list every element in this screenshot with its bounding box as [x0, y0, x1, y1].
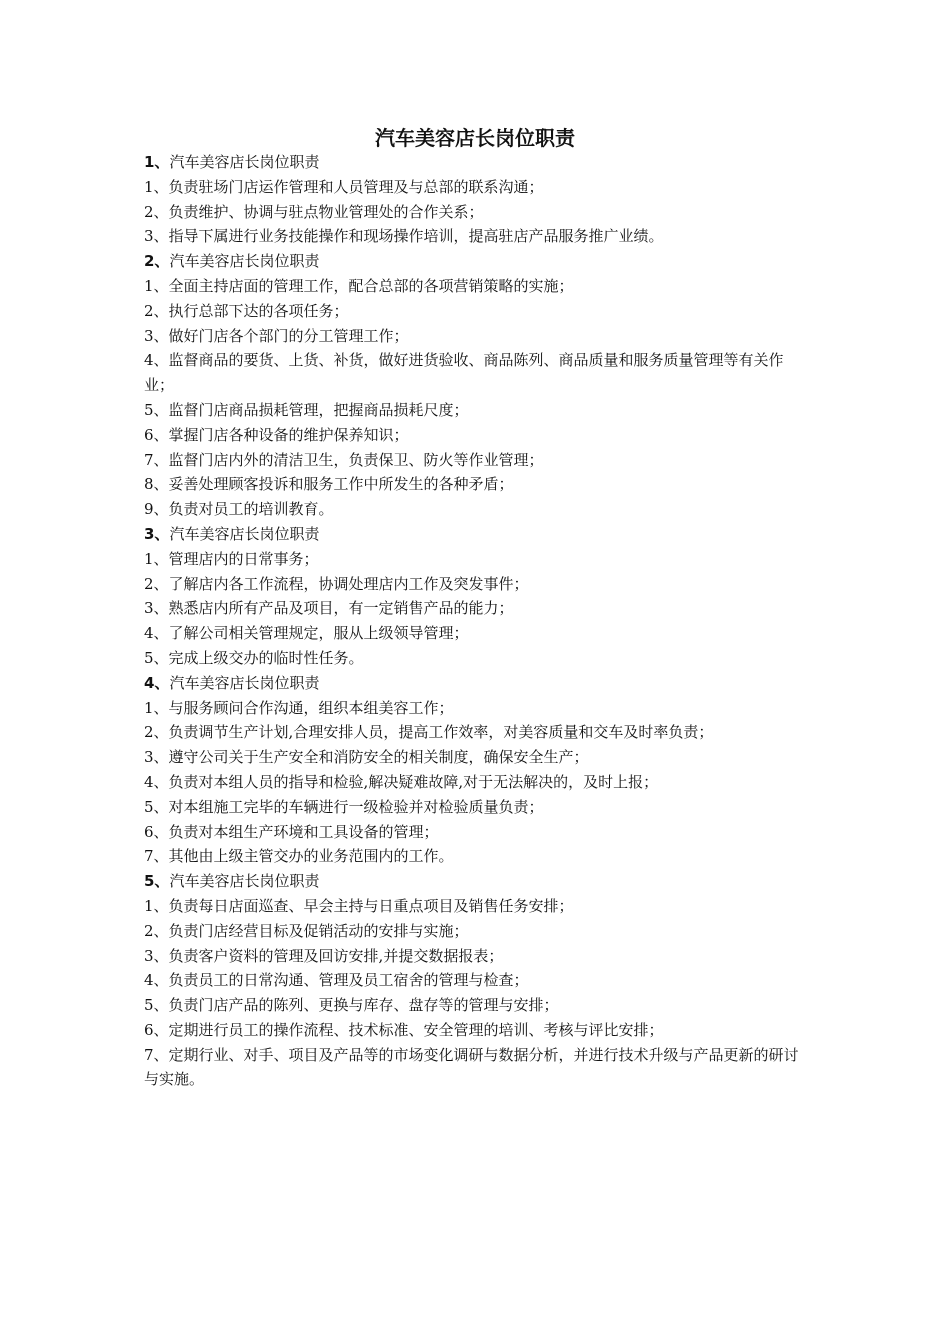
list-item: 6、掌握门店各种设备的维护保养知识； [144, 425, 409, 444]
section-heading [144, 249, 808, 274]
list-item: 1、负责每日店面巡查、早会主持与日重点项目及销售任务安排； [144, 896, 574, 915]
list-item: 2、执行总部下达的各项任务； [144, 301, 349, 320]
section-heading-text: 汽车美容店长岗位职责 [169, 872, 320, 891]
list-item: 3、负责客户资料的管理及回访安排,并提交数据报表； [144, 946, 504, 965]
list-item: 4、负责对本组人员的指导和检验,解决疑难故障,对于无法解决的，及时上报； [144, 772, 659, 791]
section-heading-text: 汽车美容店长岗位职责 [169, 252, 320, 271]
list-item: 2、负责维护、协调与驻点物业管理处的合作关系； [144, 202, 484, 221]
section-heading-text: 汽车美容店长岗位职责 [169, 153, 320, 171]
document-body [144, 150, 808, 1092]
list-item: 3、指导下属进行业务技能操作和现场操作培训，提高驻店产品服务推广业绩。 [144, 227, 664, 246]
list-item: 5、完成上级交办的临时性任务。 [144, 648, 364, 667]
list-item: 7、监督门店内外的清洁卫生，负责保卫、防火等作业管理； [144, 450, 544, 469]
section-number: 2、 [144, 252, 170, 271]
list-item: 4、负责员工的日常沟通、管理及员工宿舍的管理与检查； [144, 971, 529, 990]
list-item: 7、定期行业、对手、项目及产品等的市场变化调研与数据分析，并进行技术升级与产品更新的研讨与实施。 [144, 1045, 799, 1089]
section-number: 5、 [144, 872, 170, 891]
list-item: 3、遵守公司关于生产安全和消防安全的相关制度，确保安全生产； [144, 748, 589, 767]
list-item: 2、负责调节生产计划,合理安排人员，提高工作效率，对美容质量和交车及时率负责； [144, 723, 714, 742]
list-item: 9、负责对员工的培训教育。 [144, 500, 334, 519]
list-item: 2、负责门店经营目标及促销活动的安排与实施； [144, 921, 469, 940]
list-item: 4、了解公司相关管理规定，服从上级领导管理； [144, 624, 469, 643]
section-heading [144, 869, 808, 894]
list-item: 8、妥善处理顾客投诉和服务工作中所发生的各种矛盾； [144, 475, 514, 494]
section-heading [144, 522, 808, 547]
list-item: 1、全面主持店面的管理工作，配合总部的各项营销策略的实施； [144, 276, 574, 295]
list-item: 3、熟悉店内所有产品及项目，有一定销售产品的能力； [144, 599, 514, 618]
section-number: 4、 [144, 673, 170, 692]
section-number: 3、 [144, 524, 170, 543]
list-item: 5、负责门店产品的陈列、更换与库存、盘存等的管理与安排； [144, 996, 559, 1015]
section-heading-text: 汽车美容店长岗位职责 [169, 524, 320, 543]
list-item: 1、管理店内的日常事务； [144, 549, 319, 568]
list-item: 4、监督商品的要货、上货、补货，做好进货验收、商品陈列、商品质量和服务质量管理等有关作业； [144, 351, 784, 395]
document-title: 汽车美容店长岗位职责 [375, 126, 575, 150]
list-item: 2、了解店内各工作流程，协调处理店内工作及突发事件； [144, 574, 529, 593]
list-item: 5、对本组施工完毕的车辆进行一级检验并对检验质量负责； [144, 797, 544, 816]
list-item: 1、负责驻场门店运作管理和人员管理及与总部的联系沟通； [144, 177, 544, 196]
list-item: 5、监督门店商品损耗管理，把握商品损耗尺度； [144, 400, 469, 419]
section-heading [144, 150, 808, 175]
list-item: 3、做好门店各个部门的分工管理工作； [144, 326, 409, 345]
section-number: 1、 [144, 153, 170, 171]
section-heading-text: 汽车美容店长岗位职责 [169, 673, 320, 692]
list-item: 6、负责对本组生产环境和工具设备的管理； [144, 822, 439, 841]
list-item: 1、与服务顾问合作沟通，组织本组美容工作； [144, 698, 454, 717]
list-item: 7、其他由上级主管交办的业务范围内的工作。 [144, 847, 454, 866]
section-heading [144, 671, 808, 696]
list-item: 6、定期进行员工的操作流程、技术标准、安全管理的培训、考核与评比安排； [144, 1020, 664, 1039]
